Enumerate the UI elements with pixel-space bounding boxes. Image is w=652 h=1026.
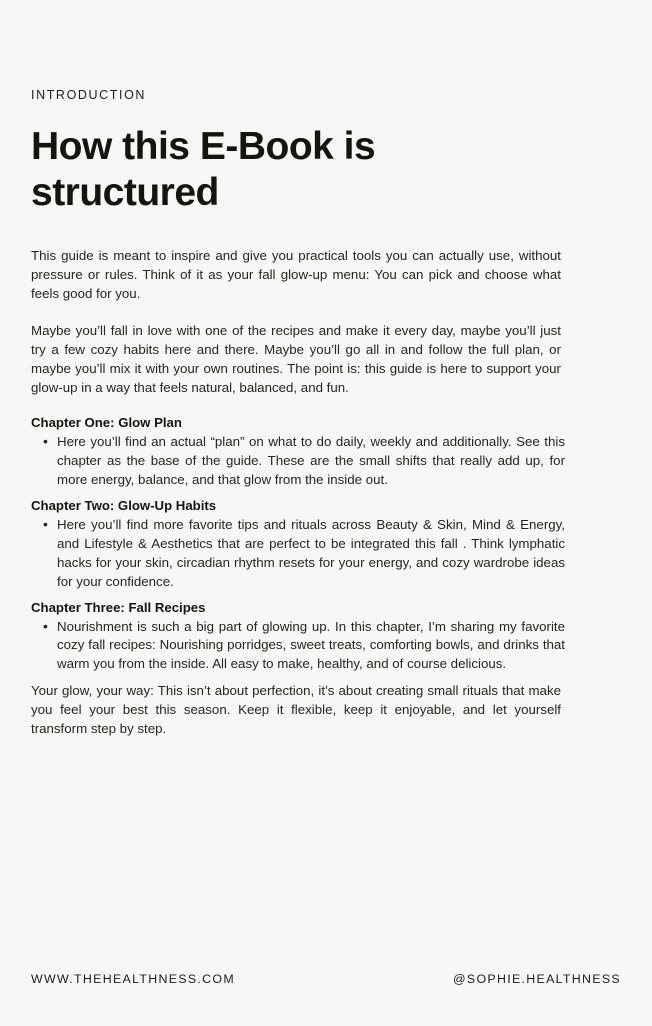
list-item: • Here you’ll find more favorite tips and rituals across Beauty & Skin, Mind & Energy, and Lifestyle & Aesthetics that are perfect to be integrated this fall . Think lymphatic hacks for your skin, circadian rhythm resets for your energy, and cozy wardrobe ideas for your confidence.	[57, 516, 565, 592]
page-footer	[31, 972, 621, 986]
footer-social-handle[interactable]: @SOPHIE.HEALTHNESS	[453, 972, 621, 986]
chapter-two-list	[31, 516, 621, 592]
chapter-three-list	[31, 618, 621, 675]
chapter-one-list	[31, 433, 621, 490]
list-item: • Nourishment is such a big part of glowing up. In this chapter, I’m sharing my favorite cozy fall recipes: Nourishing porridges, sweet treats, comforting bowls, and drinks that warm you from the inside. All easy to make, healthy, and of course delicious.	[57, 618, 565, 675]
section-eyebrow: INTRODUCTION	[31, 88, 147, 102]
chapter-three-block	[31, 600, 621, 675]
chapter-two-block	[31, 498, 621, 592]
chapter-one-block	[31, 415, 621, 490]
list-item: • Here you’ll find an actual “plan” on what to do daily, weekly and additionally. See this chapter as the base of the guide. These are the small shifts that really add up, for more energy, balance, and that glow from the inside out.	[57, 433, 565, 490]
chapter-one-heading: Chapter One: Glow Plan	[31, 415, 182, 431]
chapter-two-heading: Chapter Two: Glow-Up Habits	[31, 498, 217, 513]
closing-paragraph: Your glow, your way: This isn’t about perfection, it’s about creating small rituals that make you feel your best this season. Keep it flexible, keep it enjoyable, and let yourself transform step by step.	[31, 683, 561, 736]
footer-website[interactable]: WWW.THEHEALTHNESS.COM	[31, 972, 235, 986]
page-title: How this E-Book is structured	[31, 125, 376, 214]
intro-paragraph-2: Maybe you’ll fall in love with one of the recipes and make it every day, maybe you’ll just try a few cozy habits here and there. Maybe you’ll go all in and follow the full plan, or maybe you’ll mix it with your own routines. The point is: this guide is here to support your glow-up in a way that feels natural, balanced, and fun.	[31, 322, 561, 395]
intro-paragraph-1: This guide is meant to inspire and give you practical tools you can actually use, without pressure or rules. Think of it as your fall glow-up menu: You can pick and choose what feels good for you.	[31, 248, 561, 301]
chapter-three-heading: Chapter Three: Fall Recipes	[31, 599, 206, 615]
